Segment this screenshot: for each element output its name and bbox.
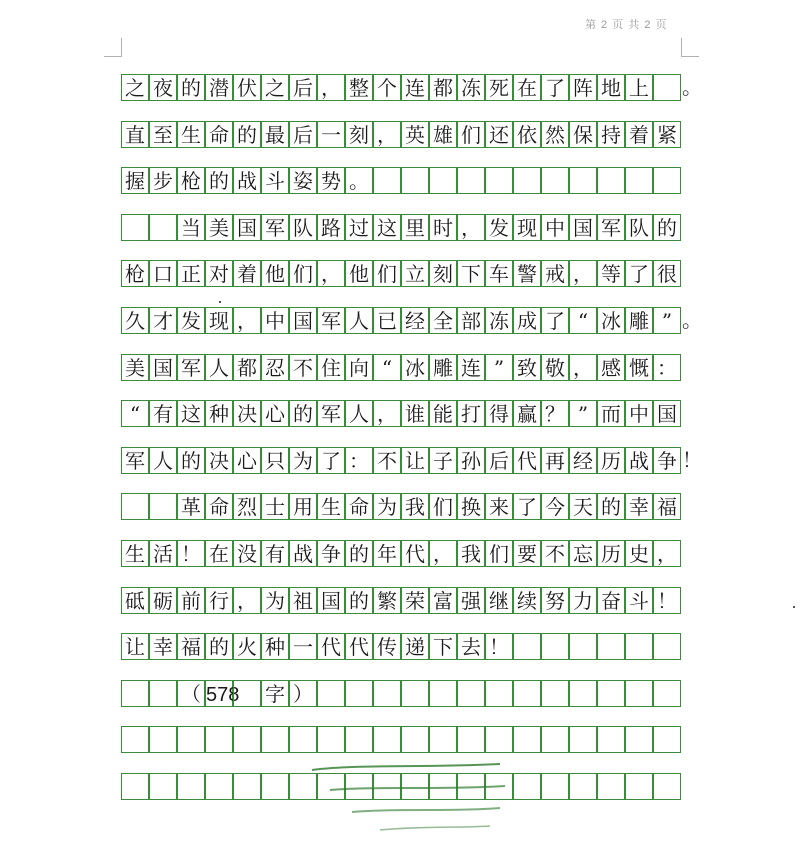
grid-cell: 再 [541,447,569,474]
word-count-open-paren: （ [181,682,201,706]
grid-cell: 路 [317,214,345,241]
grid-cell: 美 [205,214,233,241]
grid-cell: 福 [177,633,205,660]
grid-cell: 火 [233,633,261,660]
grid-cell: 下 [457,260,485,287]
grid-cell: 历 [597,540,625,567]
grid-cell: 生 [121,540,149,567]
grid-cell: 雄 [429,121,457,148]
grid-cell: 继 [485,587,513,614]
grid-cell: 这 [373,214,401,241]
grid-cell: 对 [205,260,233,287]
grid-cell: 的 [177,447,205,474]
grid-cell: 连 [457,354,485,381]
grid-cell: 战 [233,167,261,194]
grid-cell: 命 [345,493,373,520]
grid-cell: 力 [569,587,597,614]
grid-cell: 史 [625,540,653,567]
grid-cell: ， [653,540,681,567]
grid-cell: 潜 [205,74,233,101]
grid-cell: ， [569,354,597,381]
grid-cell: ” [485,354,513,381]
grid-cell: 车 [485,260,513,287]
grid-cell: 的 [233,121,261,148]
grid-cell: “ [121,400,149,427]
grid-cell: 之 [121,74,149,101]
grid-cell: 后 [289,74,317,101]
grid-cell: 死 [485,74,513,101]
grid-cell: 的 [345,587,373,614]
grid-cell: 致 [513,354,541,381]
grid-cell: 富 [429,587,457,614]
grid-cell: 人 [149,447,177,474]
grid-cell: 着 [625,121,653,148]
grid-cell: 感 [597,354,625,381]
grid-cell: 活 [149,540,177,567]
grid-cell: 刻 [429,260,457,287]
grid-cell: 代 [401,540,429,567]
grid-cell: 有 [149,400,177,427]
grid-cell: 现 [513,214,541,241]
grid-cell: 经 [401,307,429,334]
grid-cell: 都 [233,354,261,381]
grid-cell: 要 [513,540,541,567]
grid-cell: 阵 [569,74,597,101]
grid-cell: 革 [177,493,205,520]
grid-cell: 整 [345,74,373,101]
grid-cell: 国 [569,214,597,241]
grid-cell: 强 [457,587,485,614]
grid-cell: 一 [289,633,317,660]
grid-cell: 英 [401,121,429,148]
grid-cell: 队 [625,214,653,241]
grid-cell: 人 [345,400,373,427]
grid-cell: 幸 [149,633,177,660]
grid-cell: 斗 [261,167,289,194]
grid-cell: 人 [205,354,233,381]
grid-cell: 敬 [541,354,569,381]
grid-cell: 依 [513,121,541,148]
grid-cell: 在 [205,540,233,567]
word-count-close-paren: ） [293,682,313,706]
grid-cell: 枪 [121,260,149,287]
grid-cell: 国 [317,587,345,614]
grid-cell: 的 [205,167,233,194]
grid-cell: 。 [345,167,373,194]
grid-cell: 国 [289,307,317,334]
stray-dot [793,606,795,608]
grid-cell: 来 [485,493,513,520]
grid-cell: ： [653,354,681,381]
grid-cell: ！ [485,633,513,660]
grid-cell: 这 [177,400,205,427]
grid-cell: 戒 [541,260,569,287]
page-indicator: 第 2 页 共 2 页 [585,19,668,31]
grid-cell: 命 [205,121,233,148]
grid-cell: 全 [429,307,457,334]
grid-cell: 们 [429,493,457,520]
grid-cell: 的 [597,493,625,520]
grid-cell: 美 [121,354,149,381]
grid-cell: 军 [317,307,345,334]
grid-cell: 雕 [429,354,457,381]
grid-cell: 冰 [597,307,625,334]
grid-cell: 保 [569,121,597,148]
grid-cell: 中 [625,400,653,427]
grid-cell: 了 [513,493,541,520]
grid-cell: 生 [177,121,205,148]
grid-cell: 历 [597,447,625,474]
grid-cell: 紧 [653,121,681,148]
grid-cell: 队 [289,214,317,241]
grid-cell: 中 [261,307,289,334]
grid-cell: 得 [485,400,513,427]
grid-cell: 住 [317,354,345,381]
grid-cell: 能 [429,400,457,427]
grid-cell: 们 [289,260,317,287]
grid-cell: 时 [429,214,457,241]
grid-cell: ！ [653,587,681,614]
grid-cell: 势 [317,167,345,194]
grid-cell: 慨 [625,354,653,381]
grid-cell: 后 [485,447,513,474]
grid-cell: 立 [401,260,429,287]
grid-cell: 不 [541,540,569,567]
grid-cell: 枪 [177,167,205,194]
grid-cell: 当 [177,214,205,241]
grid-cell: 过 [345,214,373,241]
grid-cell: 砥 [121,587,149,614]
grid-cell: 最 [261,121,289,148]
grid-cell: 雕 [625,307,653,334]
grid-cell: 去 [457,633,485,660]
grid-cell: 个 [373,74,401,101]
grid-cell: 下 [429,633,457,660]
grid-cell: 烈 [233,493,261,520]
grid-cell: 然 [541,121,569,148]
grid-cell: 的 [653,214,681,241]
grid-cell: 冻 [485,307,513,334]
grid-cell: 冻 [457,74,485,101]
grid-cell: ！ [177,540,205,567]
grid-cell: 打 [457,400,485,427]
grid-cell: 们 [373,260,401,287]
grid-cell: 传 [373,633,401,660]
grid-cell: 繁 [373,587,401,614]
stray-dot [219,301,221,303]
grid-cell: ： [345,447,373,474]
grid-cell: 们 [457,121,485,148]
grid-cell: 争 [317,540,345,567]
grid-cell: 的 [177,74,205,101]
grid-cell: 人 [345,307,373,334]
overflow-punctuation: 。 [682,75,702,99]
grid-cell: 他 [345,260,373,287]
grid-cell: 握 [121,167,149,194]
grid-cell: 中 [541,214,569,241]
grid-cell: 有 [261,540,289,567]
grid-cell: 向 [345,354,373,381]
grid-cell: 连 [401,74,429,101]
grid-cell: 夜 [149,74,177,101]
grid-cell: 正 [177,260,205,287]
grid-cell: ， [373,400,401,427]
grid-cell: 斗 [625,587,653,614]
grid-cell: 子 [429,447,457,474]
grid-cell: 里 [401,214,429,241]
grid-cell: ” [569,400,597,427]
grid-cell: 军 [177,354,205,381]
grid-cell: 国 [233,214,261,241]
grid-cell: 我 [401,493,429,520]
grid-cell: 不 [373,447,401,474]
grid-cell: 今 [541,493,569,520]
grid-cell: 发 [485,214,513,241]
grid-cell: 才 [149,307,177,334]
grid-cell: 后 [289,121,317,148]
grid-cell: 代 [317,633,345,660]
grid-cell: 步 [149,167,177,194]
grid-cell: ， [373,121,401,148]
grid-cell: 军 [261,214,289,241]
grid-cell: 孙 [457,447,485,474]
grid-cell: 争 [653,447,681,474]
grid-cell: 赢 [513,400,541,427]
grid-cell: 种 [205,400,233,427]
grid-cell: 战 [289,540,317,567]
grid-cell: 之 [261,74,289,101]
grid-cell: 代 [513,447,541,474]
grid-cell: 砺 [149,587,177,614]
grid-cell: 忍 [261,354,289,381]
grid-cell: 决 [233,400,261,427]
grid-cell: 发 [177,307,205,334]
grid-cell: 我 [457,540,485,567]
grid-cell: 的 [205,633,233,660]
grid-cell: 着 [233,260,261,287]
grid-cell: 奋 [597,587,625,614]
grid-cell: 战 [625,447,653,474]
grid-cell: 忘 [569,540,597,567]
grid-cell: “ [373,354,401,381]
grid-cell: 军 [121,447,149,474]
overflow-punctuation: ！ [682,448,702,472]
grid-cell: 命 [205,493,233,520]
grid-cell: 递 [401,633,429,660]
grid-cell: 荣 [401,587,429,614]
grid-cell: 只 [261,447,289,474]
grid-cell: ， [569,260,597,287]
grid-cell: 祖 [289,587,317,614]
grid-cell: 上 [625,74,653,101]
grid-cell: 前 [177,587,205,614]
grid-cell: 福 [653,493,681,520]
word-count-unit: 字 [265,682,285,706]
grid-cell: 的 [345,540,373,567]
grid-cell: 了 [317,447,345,474]
grid-cell: ， [317,74,345,101]
grid-cell: 他 [261,260,289,287]
grid-cell: ， [457,214,485,241]
grid-cell: 还 [485,121,513,148]
grid-cell: ” [653,307,681,334]
grid-cell: 的 [289,400,317,427]
grid-cell: 努 [541,587,569,614]
grid-cell: 刻 [345,121,373,148]
grid-cell: ， [429,540,457,567]
grid-cell: 用 [289,493,317,520]
grid-cell: 等 [597,260,625,287]
grid-cell: 军 [317,400,345,427]
grid-cell: 决 [205,447,233,474]
grid-cell: 心 [261,400,289,427]
grid-cell: 姿 [289,167,317,194]
grid-cell: 了 [625,260,653,287]
grid-cell: ， [233,587,261,614]
grid-cell: 种 [261,633,289,660]
grid-cell: 代 [345,633,373,660]
grid-cell: 续 [513,587,541,614]
grid-cell: ， [233,307,261,334]
grid-cell: 为 [373,493,401,520]
grid-cell: 为 [289,447,317,474]
grid-cell: 一 [317,121,345,148]
grid-cell: 而 [597,400,625,427]
grid-cell: 在 [513,74,541,101]
grid-cell: 现 [205,307,233,334]
grid-cell: 警 [513,260,541,287]
grid-cell: 天 [569,493,597,520]
grid-cell: ， [317,260,345,287]
grid-cell: 谁 [401,400,429,427]
grid-cell: 口 [149,260,177,287]
grid-cell: 军 [597,214,625,241]
grid-cell: 部 [457,307,485,334]
grid-cell: 已 [373,307,401,334]
overflow-punctuation: 。 [682,308,702,332]
grid-cell: 让 [121,633,149,660]
grid-cell: 伏 [233,74,261,101]
grid-cell: 行 [205,587,233,614]
grid-cell: 了 [541,74,569,101]
grid-cell: 没 [233,540,261,567]
grid-cell: 地 [597,74,625,101]
grid-cell: 国 [653,400,681,427]
grid-cell: 持 [597,121,625,148]
grid-cell: 为 [261,587,289,614]
grid-cell: 生 [317,493,345,520]
grid-cell: ？ [541,400,569,427]
grid-cell: “ [569,307,597,334]
grid-cell: 不 [289,354,317,381]
grid-cell: 们 [485,540,513,567]
grid-cell: 成 [513,307,541,334]
grid-cell: 经 [569,447,597,474]
grid-cell: 换 [457,493,485,520]
grid-cell: 让 [401,447,429,474]
grid-cell: 心 [233,447,261,474]
grid-cell: 幸 [625,493,653,520]
grid-cell: 冰 [401,354,429,381]
grid-cell: 了 [541,307,569,334]
grid-cell: 都 [429,74,457,101]
grid-cell: 久 [121,307,149,334]
grid-cell: 至 [149,121,177,148]
grid-cell: 年 [373,540,401,567]
grid-cell: 国 [149,354,177,381]
grid-cell: 士 [261,493,289,520]
grid-cell: 很 [653,260,681,287]
grid-cell: 直 [121,121,149,148]
word-count-number: 578 [206,684,240,706]
